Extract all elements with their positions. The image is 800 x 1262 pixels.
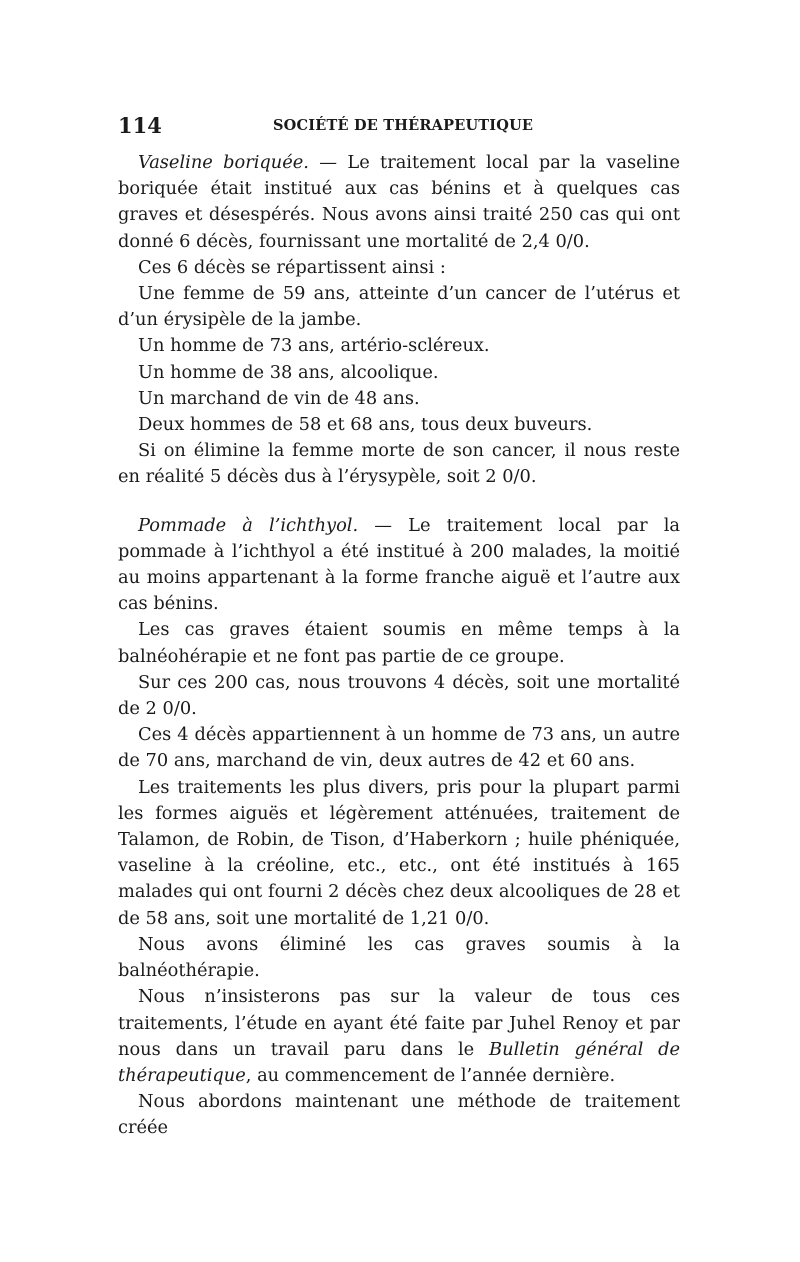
paragraph: Sur ces 200 cas, nous trouvons 4 décès, soit une mortalité de 2 0/0. (118, 671, 680, 720)
paragraph: Une femme de 59 ans, atteinte d’un cancer de l’utérus et d’un érysipèle de la jambe. (118, 283, 680, 331)
running-title: SOCIÉTÉ DE THÉRAPEUTIQUE (273, 117, 534, 134)
section-lead-pommade: Pommade à l’ichthyol. (138, 514, 359, 536)
paragraph: Les cas graves étaient soumis en même temps à la balnéohérapie et ne font pas partie de ce groupe. (118, 619, 680, 667)
paragraph: Un homme de 73 ans, artério-scléreux. (138, 335, 490, 357)
paragraph: Les traitements les plus divers, pris pour la plupart parmi les formes aiguës et légèrement atténuées, traitement de Talamon, de Robin, de Tison, d’Haberkorn ; huile phéniquée, vaseline à la créoline, etc., etc., ont été institués à 165 malades qui ont fourni 2 décès chez deux alcooliques de 28 et de 58 ans, soit une mortalité de 1,21 0/0. (118, 776, 680, 929)
journal-title: Bulletin général de thérapeutique (118, 1038, 680, 1086)
paragraph: Ces 4 décès appartiennent à un homme de 73 ans, un autre de 70 ans, marchand de vin, deux autres de 42 et 60 ans. (118, 724, 680, 772)
paragraph-vaseline-boriquee: Vaseline boriquée. — Le traitement local par la vaseline boriquée était institué aux cas bénins et à quelques cas graves et désespérés. Nous avons ainsi traité 250 cas qui ont donné 6 décès, fournissant une mortalité de 2,4 0/0. (118, 152, 680, 252)
paragraph: Un homme de 38 ans, alcoolique. (138, 361, 439, 383)
paragraph: Nous abordons maintenant une méthode de traitement créée (118, 1091, 680, 1139)
page-body (118, 150, 680, 1142)
paragraph: Nous avons éliminé les cas graves soumis à la balnéothérapie. (118, 933, 680, 982)
paragraph: Si on élimine la femme morte de son cancer, il nous reste en réalité 5 décès dus à l’érysypèle, soit 2 0/0. (118, 440, 680, 488)
page-number: 114 (118, 113, 162, 138)
paragraph: Deux hommes de 58 et 68 ans, tous deux buveurs. (138, 414, 593, 436)
paragraph: Un marchand de vin de 48 ans. (138, 387, 420, 409)
section-lead-vaseline: Vaseline boriquée. (138, 152, 309, 173)
paragraph-pommade-ichthyol: Pommade à l’ichthyol. — Le traitement local par la pommade à l’ichthyol a été institué à 200 malades, la moitié au moins appartenant à la forme franche aiguë et l’autre aux cas bénins. (118, 514, 680, 615)
page-header (118, 113, 680, 143)
paragraph: Nous n’insisterons pas sur la valeur de tous ces traitements, l’étude en ayant été faite par Juhel Renoy et par nous dans un travail paru dans le Bulletin général de thérapeutique, au commencement de l’année dernière. (118, 986, 680, 1086)
paragraph: Ces 6 décès se répartissent ainsi : (138, 256, 446, 278)
